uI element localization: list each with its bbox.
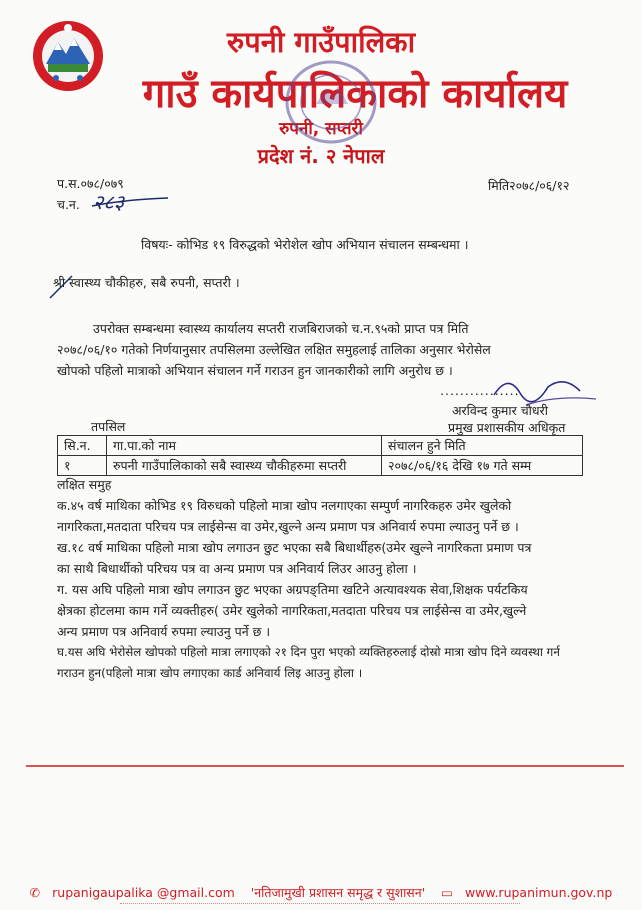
signatory-name: अरविन्द कुमार चौधरी [452, 403, 548, 418]
list-item-line: का साथै बिधार्थीको परिचय पत्र वा अन्य प्रमाण पत्र अनिवार्य लिउर आउनु होला । [57, 561, 417, 576]
table-cell: २०७८/०६/१६ देखि १७ गते सम्म [382, 456, 583, 476]
list-item-line: गराउन हुन(पहिलो मात्रा खोप लगाएका कार्ड अनिवार्य लिइ आउनु होला । [57, 666, 363, 680]
body-line: उपरोक्त सम्बन्धमा स्वास्थ्य कार्यालय सप्तरी राजबिराजको च.न.९५को प्राप्त पत्र मिति [93, 321, 469, 336]
list-item [57, 579, 617, 642]
body-line: २०७८/०६/१० गतेको निर्णयानुसार तपसिलमा उल्लेखित लक्षित समुहलाई तालिका अनुसार भेरोसेल [57, 342, 491, 357]
signature-dots: ................ [440, 383, 520, 398]
target-group-label: लक्षित समुह [57, 477, 112, 492]
office-stamp-icon [282, 58, 380, 146]
footer-slogan: 'नतिजामुखी प्रशासन समृद्ध र सुशासन' [250, 885, 426, 900]
column-header: सि.न. [58, 436, 107, 456]
signatory-title: प्रमुख प्रशासकीय अधिकृत [448, 420, 566, 435]
reference-number: प.स.०७८/०७९ [57, 176, 124, 191]
footer [0, 884, 642, 901]
table-row [58, 456, 583, 476]
dispatch-number-label: च.न. [57, 197, 80, 212]
location-line: रुपनी, सप्तरी [279, 119, 363, 139]
list-item-line: अन्य प्रमाण पत्र अनिवार्य रुपमा ल्याउनु पर्ने छ । [57, 624, 271, 639]
list-item-line: नागरिकता,मतदाता परिचय पत्र लाईसेन्स वा उमेर,खुल्ने अन्य प्रमाण पत्र अनिवार्य रुपमा ल्याउनु पर्ने छ । [57, 519, 519, 534]
list-item-line: ग. यस अघि पहिलो मात्रा खोप लगाउन छुट भएका अग्रपङ्तिमा खटिने अत्यावश्यक सेवा,शिक्षक पर्यटकिय [57, 582, 528, 597]
handwritten-underline-icon [90, 196, 170, 210]
dispatch-number-handwritten: २८३ [93, 190, 125, 214]
pen-tick-icon [46, 272, 76, 302]
target-group-list [57, 495, 617, 684]
body-line: खोपको पहिलो मात्राको अभियान संचालन गर्ने गराउन हुन जानकारीको लागि अनुरोध छ । [57, 363, 453, 378]
email-icon: ✆ [29, 885, 41, 900]
list-item [57, 537, 617, 579]
footer-website[interactable]: www.rupanimun.gov.np [464, 885, 613, 900]
list-item-line: घ.यस अघि भेरोसेल खोपको पहिलो मात्रा लगाएको २१ दिन पुरा भएको व्यक्तिहरुलाई दोस्रो मात्रा खोप दिने व्यवस्था गर्न [57, 645, 560, 659]
list-item-line: ख.१८ वर्ष माथिका पहिलो मात्रा खोप लगाउन छुट भएका सबै बिधार्थीहरु(उमेर खुल्ने नागरिकता प्रमाण पत्र [57, 540, 532, 555]
table-cell: रुपनी गाउँपालिकाको सबै स्वास्थ्य चौकीहरुमा सप्तरी [107, 456, 382, 476]
addressee: श्री स्वास्थ्य चौकीहरु, सबै रुपनी, सप्तरी । [53, 275, 240, 290]
list-item [57, 642, 617, 684]
province-line: प्रदेश नं. २ नेपाल [257, 144, 385, 168]
footer-email[interactable]: rupanigaupalika @gmail.com [52, 885, 235, 900]
letter-date: मिति२०७८/०६/१२ [488, 178, 570, 193]
list-item-line: क.४५ वर्ष माथिका कोभिड १९ विरुधको पहिलो मात्रा खोप नलगाएका सम्पुर्ण नागरिकहरु उमेर खुलेको [57, 498, 512, 513]
list-item [57, 495, 617, 537]
list-item-line: क्षेत्रका होटलमा काम गर्ने व्यक्तीहरु( उमेर खुलेको नागरिकता,मतदाता परिचय पत्र लाईसेन्स वा उमेर,खुल्ने [57, 603, 527, 618]
tapsil-label: तपसिल [91, 419, 126, 434]
footer-divider [26, 765, 624, 767]
column-header: गा.पा.को नाम [107, 436, 382, 456]
table-cell: १ [58, 456, 107, 476]
column-header: संचालन हुने मिति [382, 436, 583, 456]
table-header-row [58, 436, 583, 456]
subject-line: विषयः- कोभिड १९ विरुद्धको भेरोशेल खोप अभियान संचालन सम्बन्धमा । [141, 237, 469, 252]
office-title: गाउँ कार्यपालिकाको कार्यालय [142, 71, 568, 117]
web-icon: ▭ [441, 885, 453, 900]
schedule-table [57, 435, 583, 476]
municipality-name: रुपनी गाउँपालिका [226, 25, 416, 59]
footer-cut-text [120, 903, 520, 908]
